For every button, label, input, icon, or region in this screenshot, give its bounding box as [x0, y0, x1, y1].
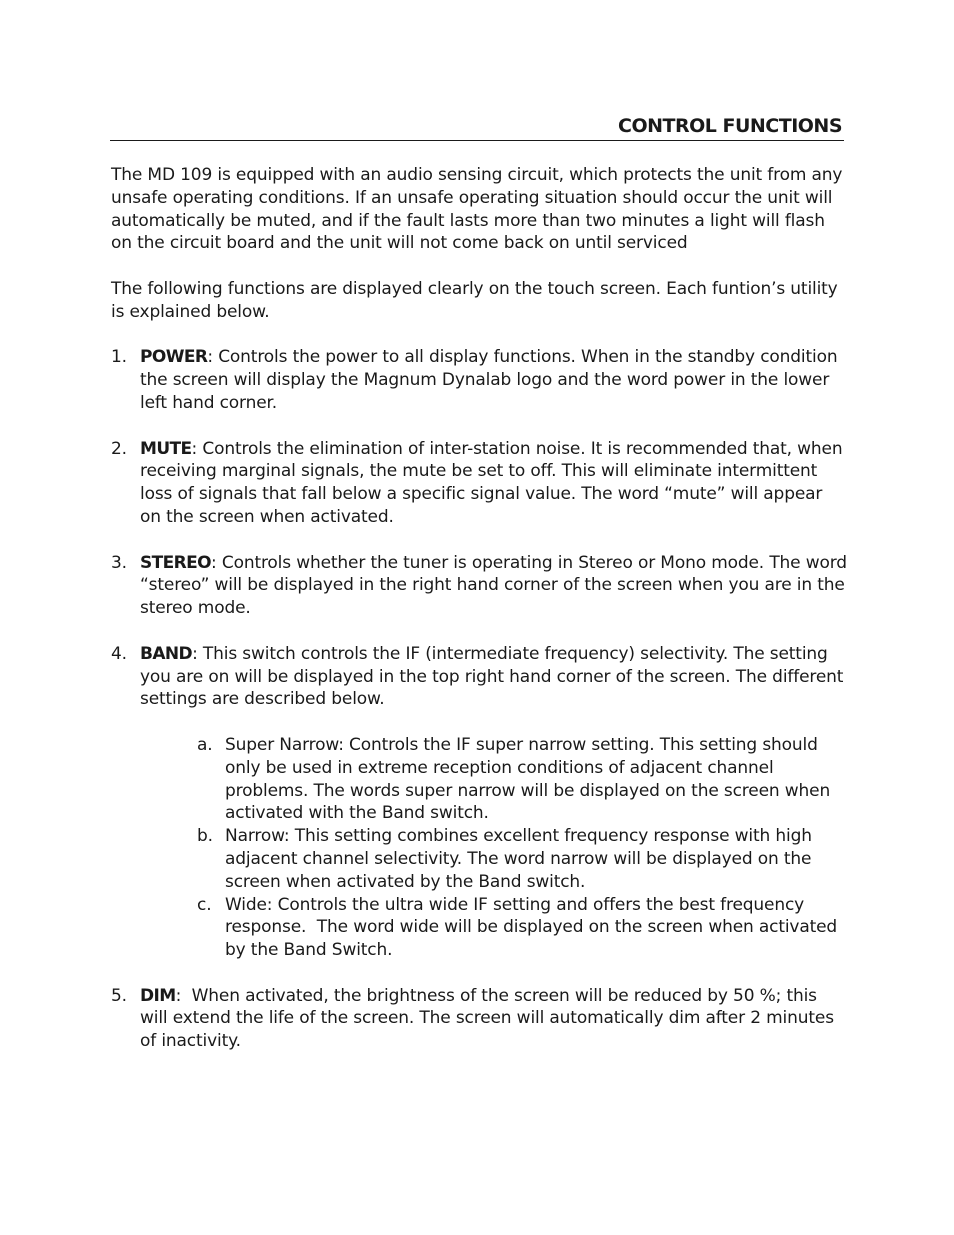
list-letter: a.	[197, 734, 213, 755]
function-item-dim	[111, 985, 847, 1053]
intro-paragraph-2: The following functions are displayed clearly on the touch screen. Each funtion’s utility is explained below.	[111, 278, 838, 322]
function-description: : When activated, the brightness of the screen will be reduced by 50 %; this will extend the life of the screen. The screen will automatically dim after 2 minutes of inactivity.	[140, 985, 840, 1052]
list-number: 2.	[111, 438, 127, 459]
band-setting-narrow	[140, 825, 847, 893]
band-setting-description: Wide: Controls the ultra wide IF setting and offers the best frequency response. The word wide will be displayed on the screen when activated by the Band Switch.	[225, 894, 843, 961]
function-description: : Controls the elimination of inter-station noise. It is recommended that, when receiving marginal signals, the mute be set to off. This will eliminate intermittent loss of signals that fall below a specific signal value. The word “mute” will appear on the screen when activated.	[140, 438, 848, 527]
list-number: 5.	[111, 985, 127, 1006]
function-item-stereo	[111, 552, 853, 620]
band-setting-wide	[140, 894, 847, 962]
function-description: : This switch controls the IF (intermediate frequency) selectivity. The setting you are on will be displayed in the top right hand corner of the screen. The different settings are described below.	[140, 643, 849, 710]
band-setting-description: Narrow: This setting combines excellent frequency response with high adjacent channel selectivity. The word narrow will be displayed on the screen when activated by the Band switch.	[225, 826, 818, 892]
function-description: : Controls whether the tuner is operating in Stereo or Mono mode. The word “stereo” will be displayed in the right hand corner of the screen when you are in the stereo mode.	[140, 552, 853, 619]
page-body	[111, 164, 853, 1076]
function-item-power	[111, 346, 847, 414]
function-item-mute	[111, 438, 847, 529]
function-term: BAND	[140, 643, 193, 664]
function-term: MUTE	[140, 438, 192, 459]
list-number: 1.	[111, 347, 127, 368]
list-letter: b.	[197, 826, 213, 847]
function-item-band	[111, 643, 847, 962]
band-setting-description: Super Narrow: Controls the IF super narrow setting. This setting should only be used in extreme reception conditions of adjacent channel problems. The words super narrow will be displayed on the screen when activated with the Band switch.	[225, 734, 836, 824]
band-settings-list	[140, 734, 847, 962]
function-term: STEREO	[140, 552, 212, 573]
band-setting-super-narrow	[140, 734, 847, 825]
functions-list	[111, 346, 853, 1053]
list-number: 3.	[111, 552, 127, 573]
function-description: : Controls the power to all display functions. When in the standby condition the screen will display the Magnum Dynalab logo and the word power in the lower left hand corner.	[140, 347, 843, 413]
function-term: DIM	[140, 985, 176, 1006]
page-title: CONTROL FUNCTIONS	[618, 115, 842, 137]
list-number: 4.	[111, 643, 127, 664]
intro-paragraph-1: The MD 109 is equipped with an audio sensing circuit, which protects the unit from any unsafe operating conditions. If an unsafe operating situation should occur the unit will automatically be muted, and if the fault lasts more than two minutes a light will flash on the circuit board and the unit will not come back on until serviced	[111, 165, 843, 254]
list-letter: c.	[197, 894, 212, 915]
page-header	[110, 112, 844, 141]
function-term: POWER	[140, 347, 208, 368]
